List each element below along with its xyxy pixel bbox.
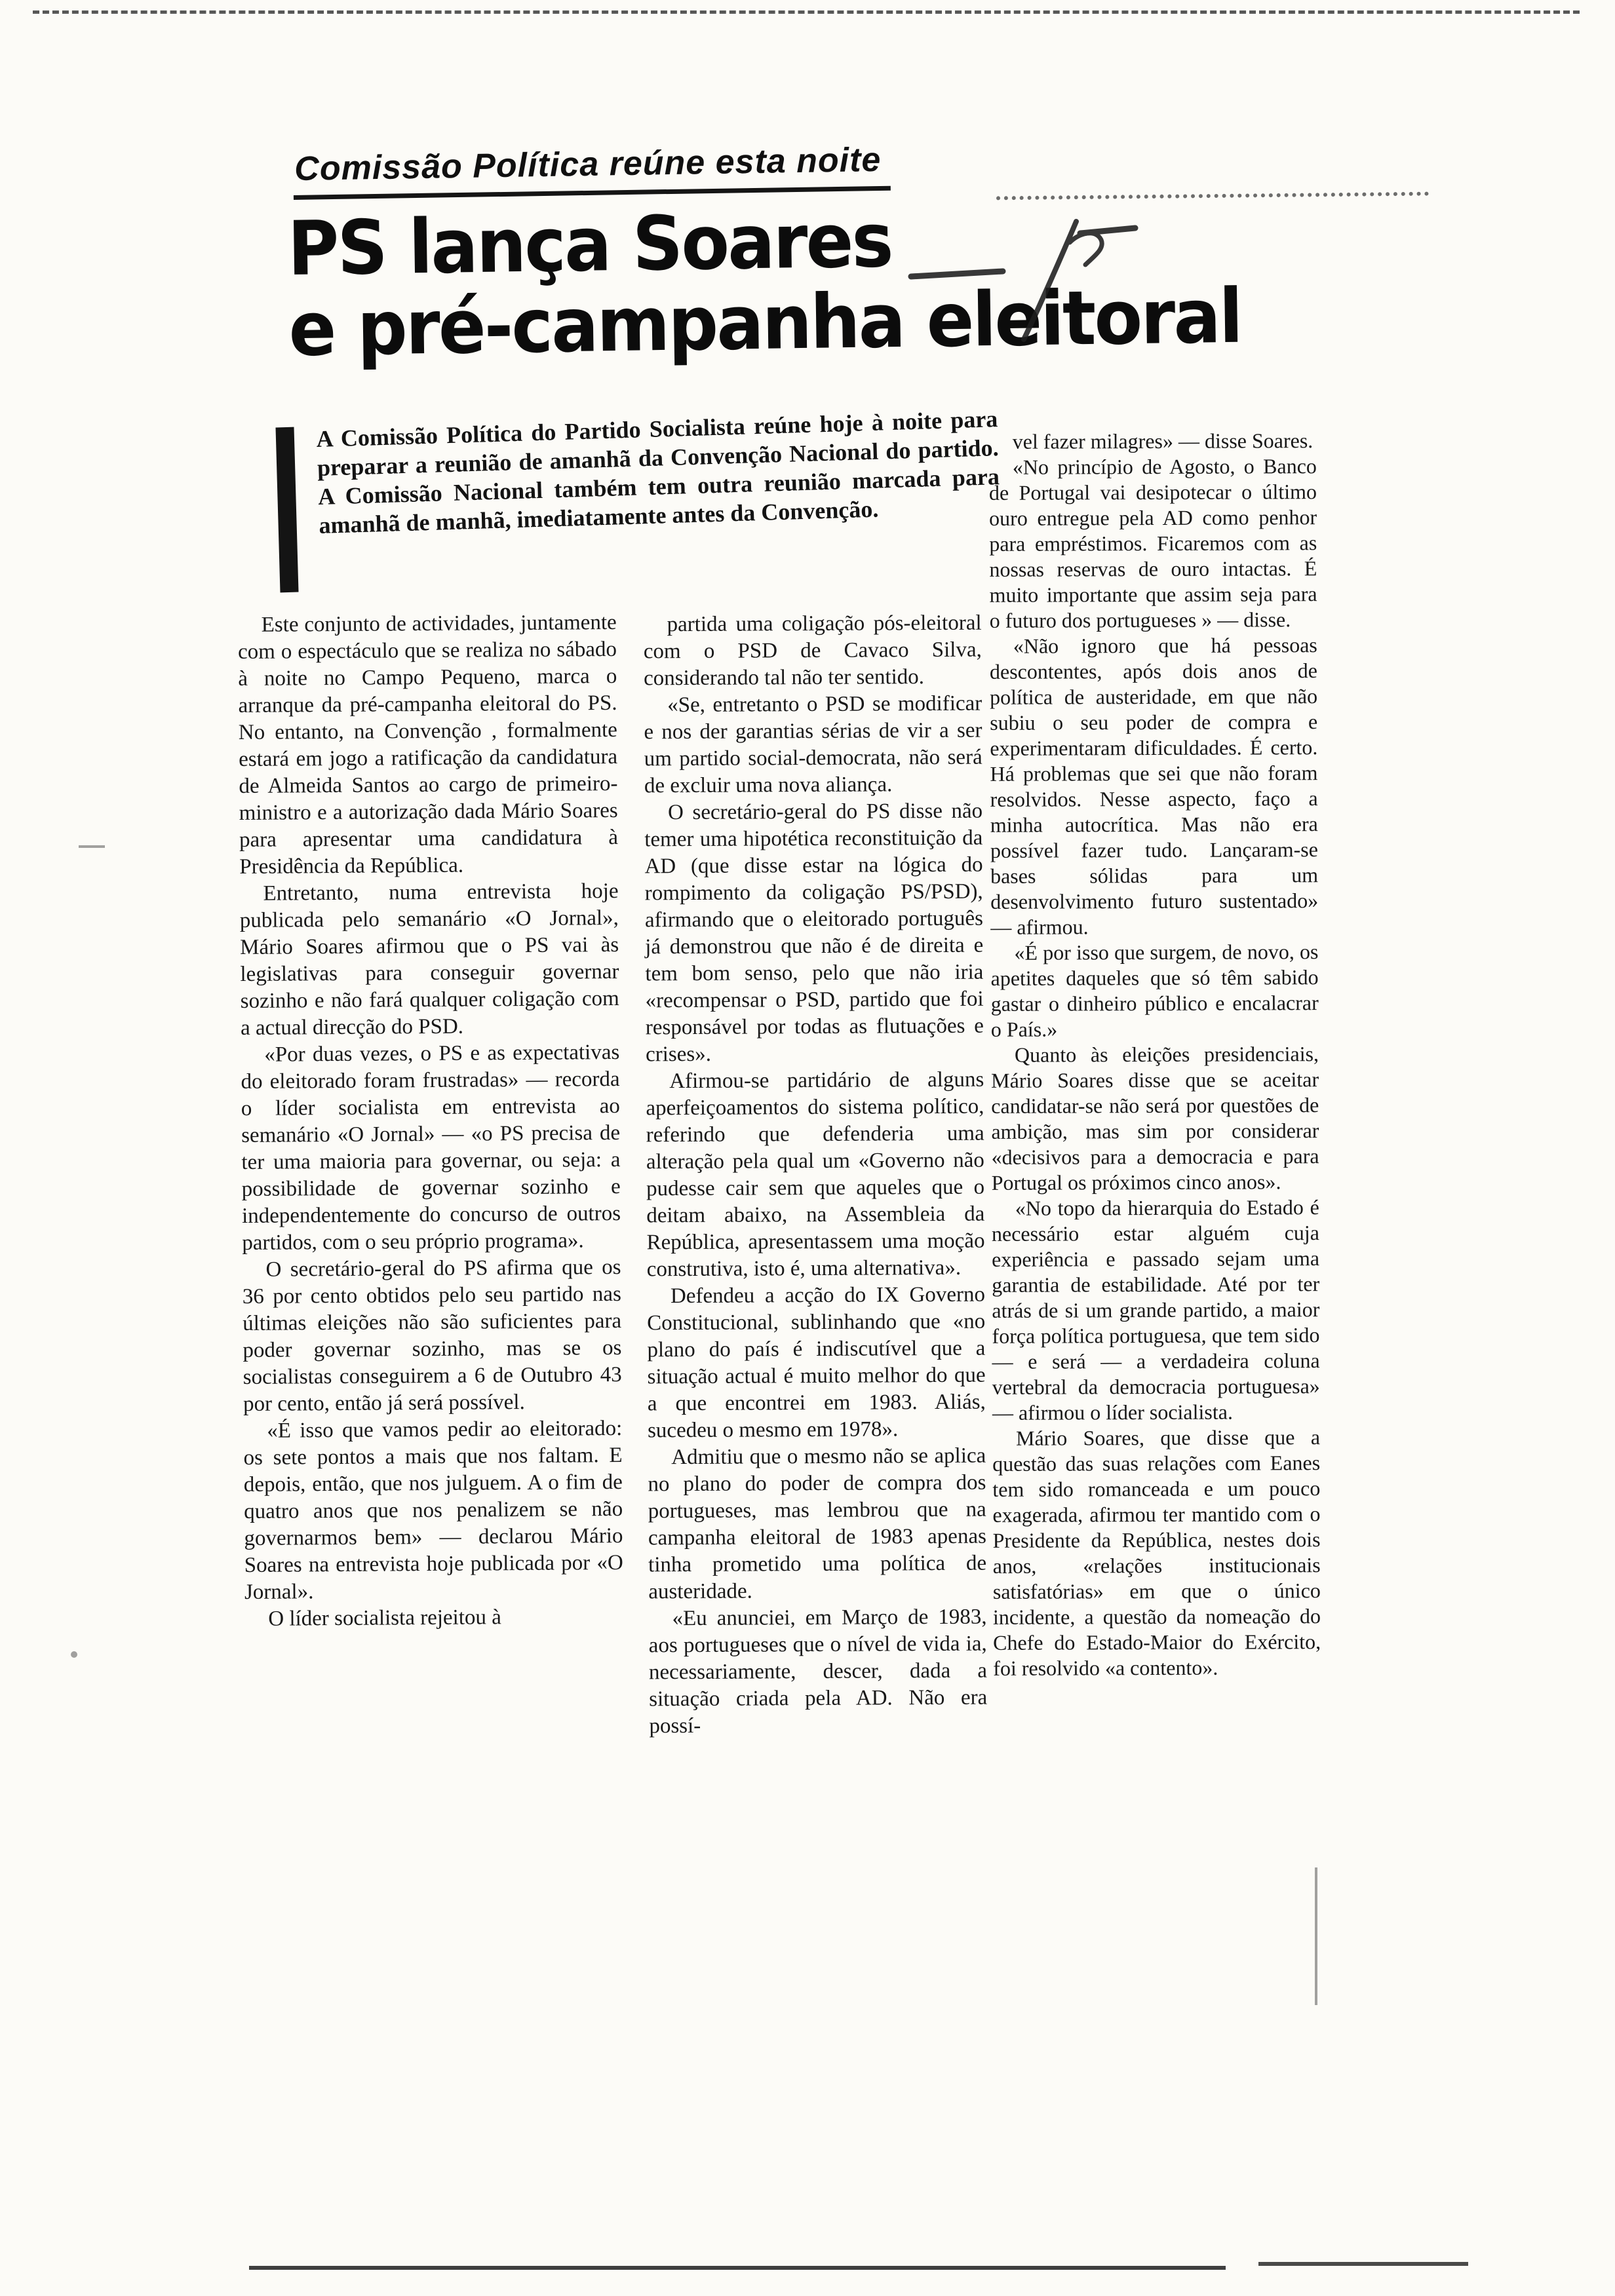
lead-paragraph: A Comissão Política do Partido Socialista reúne hoje à noite para preparar a reunião de amanhã da Convenção Nacional do partido. A Comissão Nacional também tem outra reunião marcada para amanhã de manhã, imediatamente antes da Convenção. (316, 406, 1000, 539)
paragraph: «É por isso que surgem, de novo, os apetites daqueles que só têm sabido gastar o dinheiro público e encalacrar o País.» (990, 940, 1319, 1041)
paragraph: O secretário-geral do PS disse não temer uma hipotética reconstituição da AD (que disse estar na lógica do rompimento da coligação PS/PSD), afirmando que o eleitorado português já demonstrou que não é de direita e tem bom senso, pelo que não iria «recompensar o PSD, partido que foi responsável por todas as flutuações e crises». (644, 799, 984, 1067)
paragraph: «No topo da hierarquia do Estado é necessário estar alguém cuja experiência e passado sejam uma garantia de estabilidade. Até por ter atrás de si um grande partido, a maior força política portuguesa, que tem sido — e será — a verdadeira coluna vertebral da democracia portuguesa» — afirmou o líder socialista. (991, 1195, 1320, 1425)
paragraph: «No princípio de Agosto, o Banco de Portugal vai desipotecar o último ouro entregue pela AD como penhor para empréstimos. Ficaremos com as nossas reservas de ouro intactas. É muito importante que assim seja para o futuro dos portugueses » — disse. (988, 454, 1317, 632)
scan-speck (71, 1651, 77, 1658)
scan-speck (1315, 1867, 1317, 2005)
paragraph: «Se, entretanto o PSD se modificar e nos der garantias sérias de vir a ser um partido social-democrata, não será de excluir uma nova aliança. (644, 691, 983, 798)
paragraph: Afirmou-se partidário de alguns aperfeiçoamentos do sistema político, referindo que defenderia uma alteração pela qual um «Governo não pudesse cair sem que aqueles que o deitam abaixo, na Assembleia da República, apresentassem uma moção construtiva, isto é, uma alternativa». (646, 1067, 985, 1282)
paragraph: Entretanto, numa entrevista hoje publicada pelo semanário «O Jornal», Mário Soares afirmou que o PS vai às legislativas para conseguir governar sozinho e não fará qualquer coligação com a actual direcção do PSD. (239, 879, 619, 1041)
column-3 (989, 428, 1321, 1681)
paragraph: «Por duas vezes, o PS e as expectativas do eleitorado foram frustradas» — recorda o líder socialista em entrevista ao semanário «O Jornal» — «o PS precisa de ter uma maioria para governar, ou seja: a possibilidade de governar sozinho e independentemente do concurso de outros partidos, com o seu próprio programa». (241, 1040, 621, 1255)
lead-black-bar (275, 427, 298, 593)
paragraph: «É isso que vamos pedir ao eleitorado: os sete pontos a mais que nos faltam. E depois, então, que nos julguem. A o fim de quatro anos que nos penalizem se não governarmos bem» — declarou Mário Soares na entrevista hoje publicada por «O Jornal». (243, 1416, 623, 1604)
column-2 (643, 610, 987, 1740)
headline-line-2: e pré-campanha eleitoral (288, 272, 1242, 373)
bottom-rule (249, 2266, 1226, 2270)
handwritten-mark (905, 216, 1140, 360)
paragraph: O líder socialista rejeitou à (268, 1605, 501, 1631)
paragraph: O secretário-geral do PS afirma que os 36 por cento obtidos pelo seu partido nas últimas eleições não são suficientes para poder governar sozinho, mas se os socialistas conseguirem a 6 de Outubro 43 por cento, então já será possível. (242, 1255, 622, 1417)
bottom-rule (1258, 2262, 1468, 2266)
paragraph: Mário Soares, que disse que a questão das suas relações com Eanes tem sido romanceada e um pouco exagerada, afirmou ter mantido com o Presidente da República, nestes dois anos, «relações institucionais satisfatórias» em que o único incidente, a questão da nomeação do Chefe do Estado-Maior do Exército, foi resolvido «a contento». (992, 1425, 1321, 1680)
column-1 (238, 609, 624, 1633)
paragraph: «Não ignoro que há pessoas descontentes, após dois anos de política de austeridade, em que não subiu o seu poder de compra e experimentaram dificuldades. É certo. Há problemas que sei que não foram resolvidos. Nesse aspecto, faço a minha autocrítica. Mas não era possível fazer tudo. Lançaram-se bases sólidas para um desenvolvimento futuro sustentado» — afirmou. (989, 633, 1319, 939)
paragraph: «Eu anunciei, em Março de 1983, aos portugueses que o nível de vida ia, necessariamente, descer, dada a situação criada pela AD. Não era possí- (648, 1605, 988, 1738)
top-dashed-rule (33, 10, 1580, 14)
headline-line-1: PS lança Soares (286, 197, 893, 292)
paragraph: Este conjunto de actividades, juntamente com o espectáculo que se realiza no sábado à noite no Campo Pequeno, marca o arranque da pré-campanha eleitoral do PS. No entanto, na Convenção , formalmente estará em jogo a ratificação da candidatura de Almeida Santos ao cargo de primeiro-ministro e a autorização dada Mário Soares para apresentar uma candidatura à Presidência da República. (237, 611, 619, 879)
paragraph: Defendeu a acção do IX Governo Constitucional, sublinhando que «no plano do país é indiscutível que a situação actual é muito melhor do que a que encontrei em 1983. Aliás, sucedeu o mesmo em 1978». (647, 1282, 986, 1443)
paragraph: Quanto às eleições presidenciais, Mário Soares disse que se aceitar candidatar-se não será por questões de ambição, mas sim por considerar «decisivos para a democracia e para Portugal os próximos cinco anos». (991, 1042, 1319, 1195)
paragraph: Admitiu que o mesmo não se aplica no plano do poder de compra dos portugueses, mas lembrou que na campanha eleitoral de 1983 apenas tinha prometido uma política de austeridade. (648, 1444, 987, 1604)
paragraph: partida uma coligação pós-eleitoral com o PSD de Cavaco Silva, considerando tal não ter sentido. (643, 611, 982, 691)
paragraph: vel fazer milagres» — disse Soares. (1012, 429, 1313, 453)
scan-speck (79, 845, 105, 848)
kicker: Comissão Política reúne esta noite (293, 140, 891, 200)
